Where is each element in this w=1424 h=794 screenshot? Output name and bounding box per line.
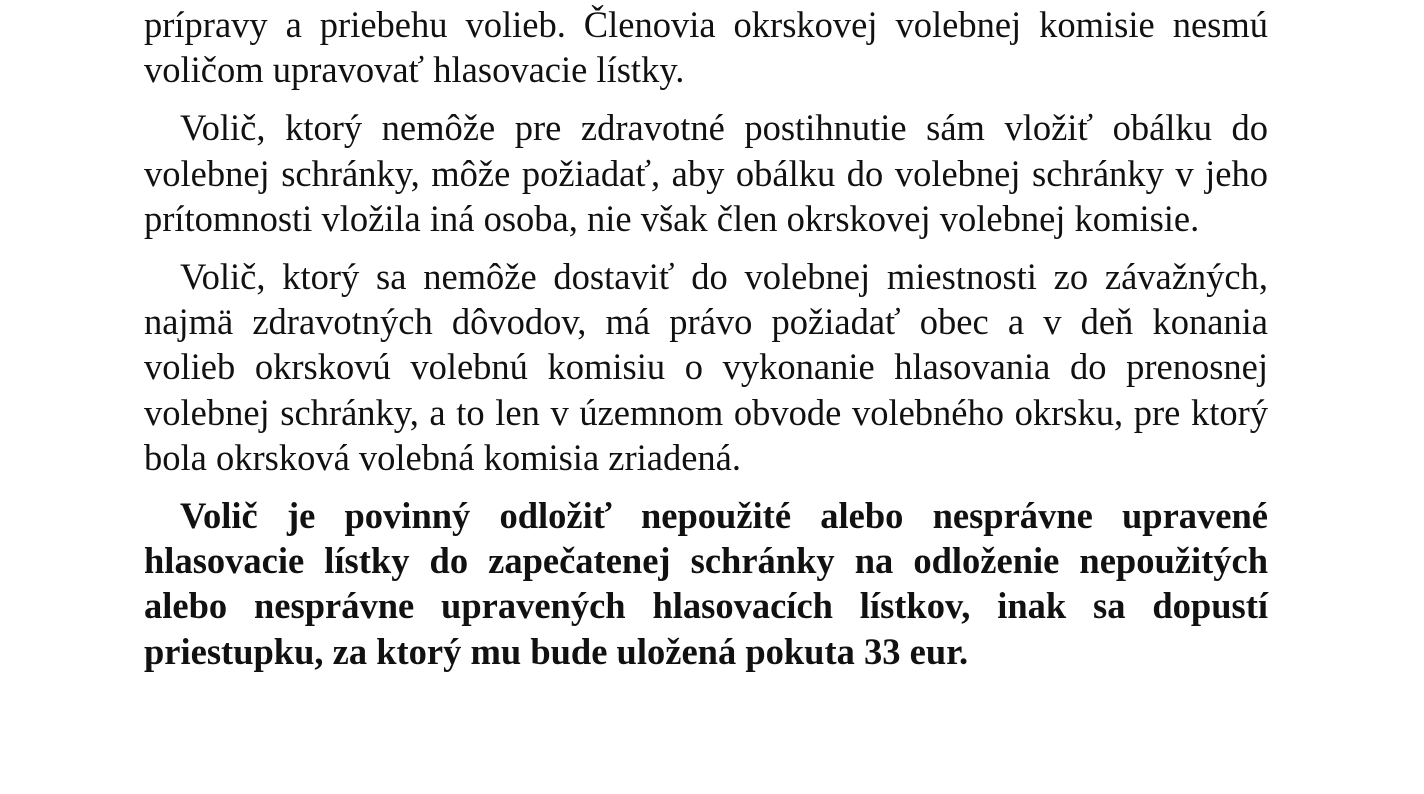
paragraph-portable-ballot-box: Volič, ktorý sa nemôže dostaviť do volebnej miestnosti zo závažných, najmä zdravotných dôvodov, má právo požiadať obec a v deň konania volieb okrskovú volebnú komisiu o vykonanie hlasovania do prenosnej volebnej schránky, a to len v územnom obvode volebného okrsku, pre ktorý bola okrsková volebná komisia zriadená. [144,256,1268,478]
paragraph-unused-ballots-fine: Volič je povinný odložiť nepoužité alebo nesprávne upravené hlasovacie lístky do zapečatenej schránky na odloženie nepoužitých alebo nesprávne upravených hlasovacích lístkov, inak sa dopustí priestupku, za ktorý mu bude uložená pokuta 33 eur. [144,495,1268,672]
paragraph-assistance-envelope: Volič, ktorý nemôže pre zdravotné postihnutie sám vložiť obálku do volebnej schránky, môže požiadať, aby obálku do volebnej schránky v jeho prítomnosti vložila iná osoba, nie však člen okrskovej volebnej komisie. [144,107,1268,239]
paragraph-continuation: prípravy a priebehu volieb. Členovia okrskovej volebnej komisie nesmú voličom upravovať hlasovacie lístky. [144,4,1268,91]
document-page [144,0,1268,674]
